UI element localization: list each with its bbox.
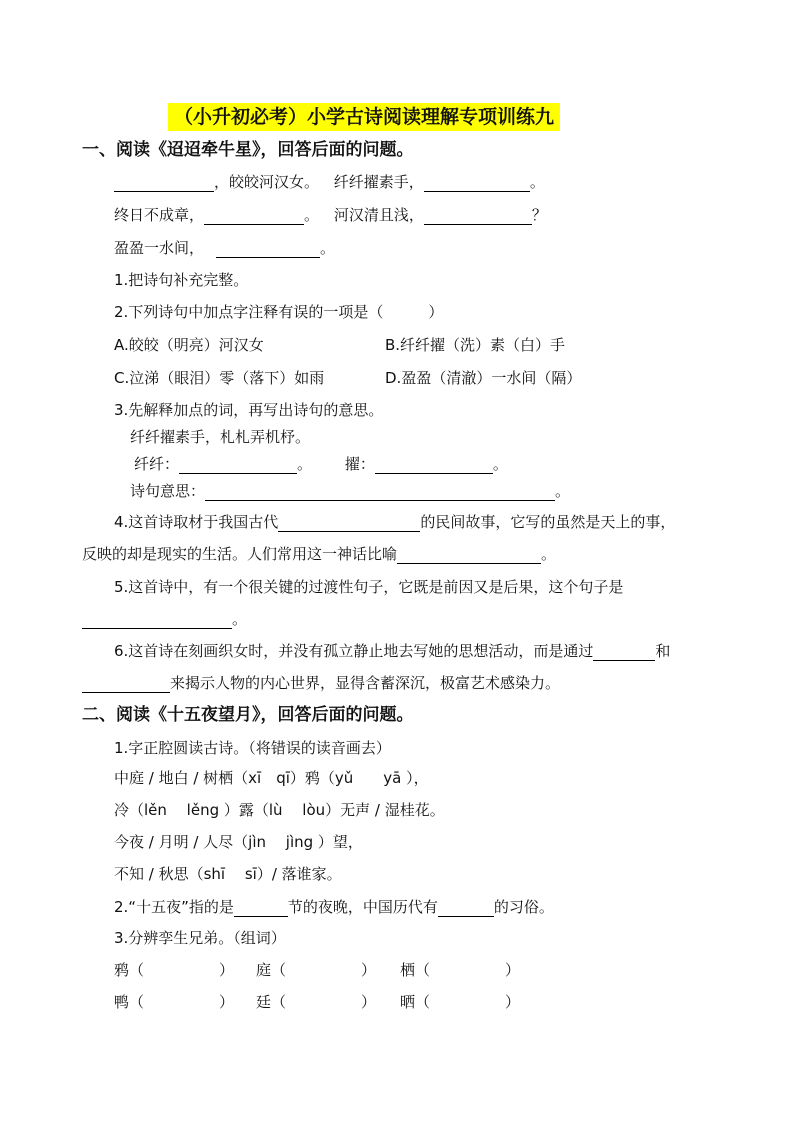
q6-text: 来揭示人物的内心世界，显得含蓄深沉，极富艺术感染力。: [170, 674, 561, 692]
section1-heading: 一、阅读《迢迢牵牛星》，回答后面的问题。: [82, 140, 414, 160]
poem-line-1: [114, 172, 545, 192]
word-item[interactable]: 鸦（ ）: [114, 961, 235, 979]
s2-poem-line-3: 今夜 / 月明 / 人尽（jìn jìng ）望，: [114, 833, 363, 851]
question-3-poem: 纤纤擢素手，札札弄机杼。: [130, 428, 311, 446]
answer-blank[interactable]: [82, 676, 170, 693]
question-5-answer: [82, 609, 247, 629]
punct: 。: [297, 455, 313, 473]
q4-text: 的民间故事，它写的虽然是天上的事，: [420, 513, 676, 531]
option-c[interactable]: C.泣涕（眼泪）零（落下）如雨: [114, 369, 325, 387]
punct: 。: [232, 610, 248, 628]
answer-blank[interactable]: [204, 208, 304, 225]
s2-poem-line-2: 冷（lěn lěng ）露（lù lòu）无声 / 湿桂花。: [114, 801, 445, 819]
poem-text: 。: [320, 239, 336, 257]
answer-blank[interactable]: [375, 457, 493, 474]
question-5: 5.这首诗中，有一个很关键的过渡性句子，它既是前因又是后果，这个句子是: [114, 578, 624, 596]
meaning-label: 诗句意思：: [130, 482, 206, 500]
section2-heading: 二、阅读《十五夜望月》，回答后面的问题。: [82, 705, 414, 725]
answer-blank[interactable]: [216, 241, 320, 258]
question-6-line1: [114, 641, 670, 661]
question-4-line2: [82, 544, 556, 564]
s2-poem-line-4: 不知 / 秋思（shī sī）/ 落谁家。: [114, 865, 342, 883]
answer-blank[interactable]: [179, 457, 297, 474]
question-6-line2: [82, 673, 560, 693]
answer-blank[interactable]: [114, 175, 214, 192]
option-a[interactable]: A.皎皎（明亮）河汉女: [114, 336, 264, 354]
answer-blank[interactable]: [278, 515, 420, 532]
q4-text: 4.这首诗取材于我国古代: [114, 513, 279, 531]
answer-blank[interactable]: [205, 484, 555, 501]
word-item[interactable]: 栖（ ）: [400, 961, 521, 979]
question-2: 2.下列诗句中加点字注释有误的一项是（ ）: [114, 303, 444, 321]
q6-text: 和: [655, 642, 671, 660]
punct: 。: [555, 482, 571, 500]
answer-blank[interactable]: [424, 208, 532, 225]
poem-text: 。: [529, 173, 545, 191]
question-1: 1.把诗句补充完整。: [114, 271, 249, 289]
poem-text: 。: [304, 206, 320, 224]
poem-line-3: [114, 238, 335, 258]
option-d[interactable]: D.盈盈（清澈）一水间（隔）: [385, 369, 582, 387]
poem-text: 河汉清且浅，: [333, 206, 424, 224]
s2-question-3: 3.分辨孪生兄弟。（组词）: [114, 929, 286, 947]
q4-text: 反映的却是现实的生活。人们常用这一神话比喻: [82, 545, 398, 563]
answer-blank[interactable]: [234, 900, 288, 917]
question-3: 3.先解释加点的词，再写出诗句的意思。: [114, 401, 384, 419]
poem-text: 盈盈一水间，: [114, 239, 205, 257]
word-label: 擢：: [344, 455, 375, 473]
poem-line-2: [114, 205, 547, 225]
answer-blank[interactable]: [397, 547, 541, 564]
s2-question-2: [114, 897, 554, 917]
poem-text: ？: [531, 206, 547, 224]
s2-poem-line-1: 中庭 / 地白 / 树栖（xī qī）鸦（yǔ yā ），: [114, 769, 429, 787]
q2-text: 2.“十五夜”指的是: [114, 898, 234, 916]
question-3-meaning: [130, 481, 570, 501]
q2-text: 节的夜晚，中国历代有: [287, 898, 438, 916]
poem-text: 终日不成章，: [114, 206, 205, 224]
q6-text: 6.这首诗在刻画织女时，并没有孤立静止地去写她的思想活动，而是通过: [114, 642, 594, 660]
answer-blank[interactable]: [82, 612, 232, 629]
question-3-words: [134, 454, 508, 474]
punct: 。: [492, 455, 508, 473]
page-title: （小升初必考）小学古诗阅读理解专项训练九: [168, 103, 560, 131]
answer-blank[interactable]: [424, 175, 530, 192]
poem-text: ，皎皎河汉女。: [214, 173, 320, 191]
answer-blank[interactable]: [593, 644, 655, 661]
word-item[interactable]: 廷（ ）: [256, 993, 377, 1011]
question-4-line1: [114, 512, 675, 532]
word-item[interactable]: 庭（ ）: [256, 961, 377, 979]
word-item[interactable]: 鸭（ ）: [114, 993, 235, 1011]
answer-blank[interactable]: [438, 900, 494, 917]
poem-text: 纤纤擢素手，: [333, 173, 424, 191]
word-label: 纤纤：: [134, 455, 180, 473]
q4-text: 。: [541, 545, 557, 563]
word-item[interactable]: 晒（ ）: [400, 993, 521, 1011]
s2-question-1: 1.字正腔圆读古诗。（将错误的读音画去）: [114, 739, 391, 757]
option-b[interactable]: B.纤纤擢（洗）素（白）手: [385, 336, 566, 354]
q2-text: 的习俗。: [493, 898, 554, 916]
